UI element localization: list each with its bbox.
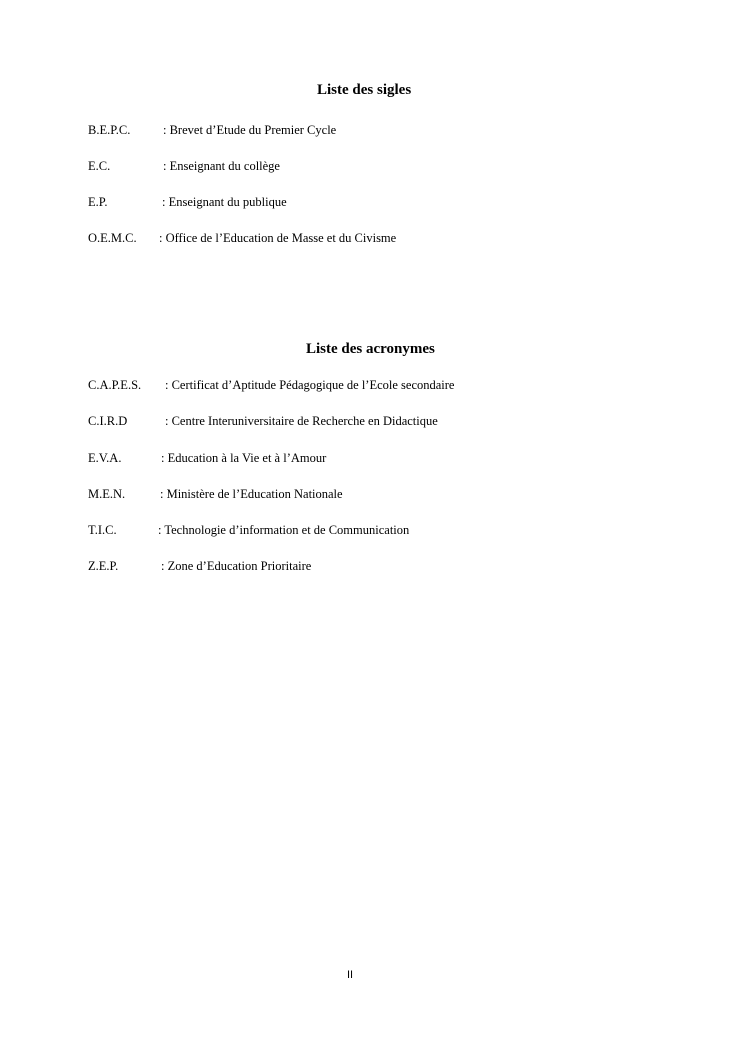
sigle-abbreviation: B.E.P.C. [88,123,131,137]
acronyme-definition: : Technologie d’information et de Communication [158,523,410,537]
sigle-definition: : Enseignant du collège [163,159,280,173]
acronymes-heading: Liste des acronymes [306,341,435,357]
acronyme-definition: : Zone d’Education Prioritaire [161,559,312,573]
acronyme-abbreviation: C.I.R.D [88,414,128,428]
sigle-abbreviation: E.C. [88,159,111,173]
acronyme-definition: : Ministère de l’Education Nationale [160,487,343,501]
sigle-definition: : Brevet d’Etude du Premier Cycle [163,123,337,137]
acronyme-definition: : Education à la Vie et à l’Amour [161,451,327,465]
acronyme-definition: : Certificat d’Aptitude Pédagogique de l’Ecole secondaire [165,378,455,392]
sigle-abbreviation: O.E.M.C. [88,231,137,245]
acronyme-abbreviation: Z.E.P. [88,559,119,573]
acronyme-abbreviation: E.V.A. [88,451,122,465]
acronyme-definition: : Centre Interuniversitaire de Recherche en Didactique [165,414,438,428]
acronyme-abbreviation: T.I.C. [88,523,117,537]
sigle-abbreviation: E.P. [88,195,108,209]
acronyme-abbreviation: M.E.N. [88,487,126,501]
acronyme-abbreviation: C.A.P.E.S. [88,378,142,392]
page-number: II [347,969,354,981]
sigles-heading: Liste des sigles [317,82,412,98]
sigle-definition: : Office de l’Education de Masse et du Civisme [159,231,397,245]
sigle-definition: : Enseignant du publique [162,195,287,209]
